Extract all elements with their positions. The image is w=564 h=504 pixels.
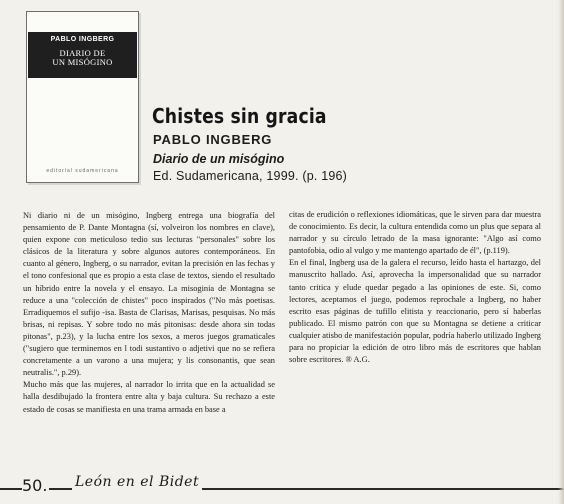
book-cover-image — [26, 11, 139, 183]
body-column-left — [23, 210, 275, 480]
book-cover-title — [28, 49, 137, 67]
body-paragraph: Ni diario ni de un misógino, Ingberg entrega una biografía del pensamiento de P. Dante Montagna (sí, volveiron los nombres en clave), quien expone con meticuloso tedio sus lecturas "personales" sobre los clásicos de la literatura y sobre algunos autores contemporáneos. En cuanto al género, Ingberg, o su narrador, evitan la precisión en las fechas y el tono confesional que es propio a esta clase de textos, siendo el resultado un híbrido entre la novela y el ensayo. La misoginia de Montagna se reduce a una "colección de chistes" poco inspirados ("No más poetisas. Erradiquemos el sufijo -isa. Basta de Clarisas, Marisas, pesquisas. No más brisas, ni repisas. Y sobre todo no más pitonisas: desde ahora sin todas pitonas", p.23), y la lucha entre los sexos, a meros juegos gramaticales ("sugiero que terminemos en l todi sustantivo o adjetivi que no se refiera concretamente a un varono a una mujera; y lis consonantis, que sean neutralis.", p.29). — [23, 211, 275, 378]
book-cover-title-line2: UN MISÓGINO — [52, 57, 113, 67]
page-number: 50. — [22, 476, 48, 495]
review-book-title: Diario de un misógino — [153, 152, 285, 166]
review-title: Chistes sin gracia — [152, 104, 327, 128]
book-cover-band — [28, 32, 137, 78]
book-cover-title-line1: DIARIO DE — [59, 48, 106, 58]
body-paragraph: citas de erudición o reflexiones idiomáticas, que le sirven para dar muestra de conocimiento. Es decir, la cultura entendida como un plus que separa al narrador y su círculo letrado de la masa ignorante: "Algo así como pantofobia, odio al vulgo y me mantengo apartado de él", (p.119). — [289, 210, 541, 256]
scan-edge-shadow — [558, 0, 564, 504]
body-paragraph: En el final, Ingberg usa de la galera el recurso, leído hasta el hartazgo, del manuscrito hallado. Así, aprovecha la impersonalidad que su narrador tanto critica y elude quedar pegado a las opiniones de este. Si, como lectores, aceptamos el juego, podemos reprochale a Ingberg, no haber escrito esas páginas de tufillo elitista y reaccionario, pero sí haberlas publicado. El mismo patrón con que su Montagna se detiene a criticar cualquier atisbo de manifestación popular, podría haberlo utilizado Ingberg para no propiciar la edición de otro libro más de escritores que hablan sobre escritores. ® A.G. — [289, 258, 541, 365]
body-paragraph: Mucho más que las mujeres, al narrador lo irrita que en la actualidad se halla desdibujado la frontera entre alta y baja cultura. Su rechazo a este estado de cosas se manifiesta en una trama armada en base a — [23, 380, 275, 414]
review-publication: Ed. Sudamericana, 1999. (p. 196) — [153, 169, 348, 183]
magazine-name: León en el Bidet — [72, 474, 202, 490]
review-author: PABLO INGBERG — [153, 132, 273, 147]
body-column-right — [289, 209, 541, 399]
book-cover-author: PABLO INGBERG — [50, 36, 115, 43]
book-cover-publisher: editorial sudamericana — [46, 168, 119, 174]
